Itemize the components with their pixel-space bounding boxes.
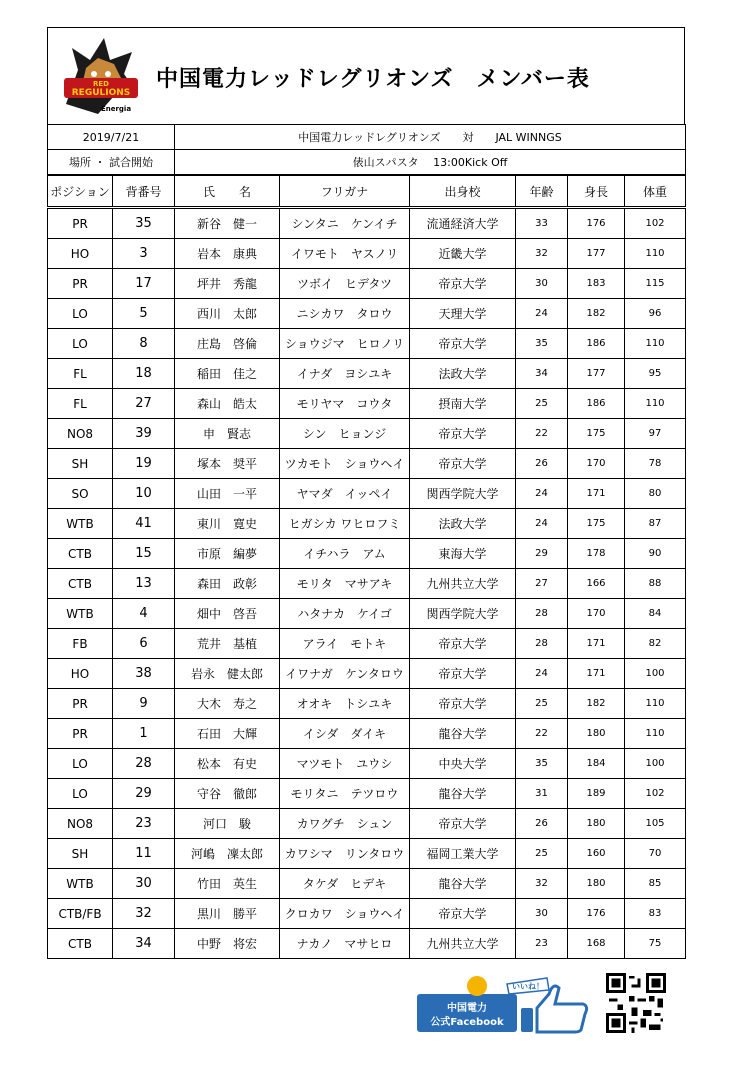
cell-school: 摂南大学 [410,389,516,419]
cell-weight: 110 [625,389,686,419]
cell-name: 河口 駿 [175,809,280,839]
cell-age: 34 [516,359,568,389]
table-row [48,269,686,299]
cell-number: 9 [113,689,175,719]
cell-furigana: イワナガ ケンタロウ [280,659,410,689]
table-row [48,809,686,839]
cell-name: 守谷 徹郎 [175,779,280,809]
cell-number: 30 [113,869,175,899]
table-row [48,449,686,479]
table-row [48,329,686,359]
match-date: 2019/7/21 [48,125,175,150]
title-area [47,27,685,124]
cell-age: 24 [516,509,568,539]
cell-height: 175 [568,419,625,449]
cell-height: 171 [568,479,625,509]
cell-weight: 105 [625,809,686,839]
cell-school: 法政大学 [410,509,516,539]
table-row [48,539,686,569]
cell-weight: 110 [625,239,686,269]
cell-age: 25 [516,839,568,869]
cell-furigana: アライ モトキ [280,629,410,659]
cell-age: 31 [516,779,568,809]
cell-age: 35 [516,329,568,359]
cell-name: 東川 寛史 [175,509,280,539]
table-row [48,839,686,869]
cell-position: PR [48,208,113,239]
col-furigana: フリガナ [280,176,410,208]
cell-number: 8 [113,329,175,359]
cell-age: 25 [516,689,568,719]
cell-furigana: イワモト ヤスノリ [280,239,410,269]
cell-furigana: シン ヒョンジ [280,419,410,449]
cell-weight: 85 [625,869,686,899]
cell-name: 河嶋 凜太郎 [175,839,280,869]
table-row [48,299,686,329]
cell-name: 森山 皓太 [175,389,280,419]
cell-weight: 78 [625,449,686,479]
col-position: ポジション [48,176,113,208]
cell-number: 3 [113,239,175,269]
cell-furigana: オオキ トシユキ [280,689,410,719]
table-row [48,359,686,389]
cell-name: 山田 一平 [175,479,280,509]
cell-height: 186 [568,389,625,419]
cell-furigana: ショウジマ ヒロノリ [280,329,410,359]
table-row [48,599,686,629]
cell-weight: 110 [625,689,686,719]
cell-height: 183 [568,269,625,299]
cell-position: PR [48,719,113,749]
cell-weight: 82 [625,629,686,659]
cell-name: 松本 有史 [175,749,280,779]
cell-name: 黒川 勝平 [175,899,280,929]
cell-name: 大木 寿之 [175,689,280,719]
cell-furigana: イチハラ アム [280,539,410,569]
cell-name: 西川 太郎 [175,299,280,329]
cell-height: 182 [568,299,625,329]
cell-age: 26 [516,449,568,479]
cell-school: 法政大学 [410,359,516,389]
cell-school: 東海大学 [410,539,516,569]
cell-age: 29 [516,539,568,569]
cell-name: 荒井 基植 [175,629,280,659]
cell-name: 申 賢志 [175,419,280,449]
cell-weight: 95 [625,359,686,389]
cell-furigana: ツボイ ヒデタツ [280,269,410,299]
cell-weight: 88 [625,569,686,599]
cell-name: 坪井 秀龍 [175,269,280,299]
cell-position: SH [48,449,113,479]
cell-height: 184 [568,749,625,779]
cell-age: 32 [516,869,568,899]
cell-age: 32 [516,239,568,269]
table-row [48,509,686,539]
cell-school: 龍谷大学 [410,779,516,809]
table-row [48,869,686,899]
thumbs-up-icon [537,986,587,1032]
cell-school: 帝京大学 [410,629,516,659]
cell-furigana: ツカモト ショウヘイ [280,449,410,479]
cell-furigana: モリヤマ コウタ [280,389,410,419]
cell-weight: 70 [625,839,686,869]
cell-school: 帝京大学 [410,269,516,299]
cell-age: 27 [516,569,568,599]
cell-age: 26 [516,809,568,839]
cell-height: 170 [568,449,625,479]
cell-height: 171 [568,629,625,659]
col-number: 背番号 [113,176,175,208]
cell-furigana: イナダ ヨシユキ [280,359,410,389]
cell-school: 流通経済大学 [410,208,516,239]
cell-position: WTB [48,509,113,539]
member-sheet [47,27,685,959]
cell-position: HO [48,659,113,689]
matchup: 中国電力レッドレグリオンズ 対 JAL WINNGS [175,125,686,150]
cell-number: 1 [113,719,175,749]
cell-age: 22 [516,419,568,449]
cell-height: 177 [568,239,625,269]
table-row [48,749,686,779]
cell-height: 189 [568,779,625,809]
cell-position: PR [48,269,113,299]
cell-school: 帝京大学 [410,899,516,929]
cell-school: 帝京大学 [410,419,516,449]
cell-position: CTB [48,569,113,599]
cell-name: 石田 大輝 [175,719,280,749]
cell-position: FL [48,389,113,419]
cell-age: 28 [516,629,568,659]
cell-age: 28 [516,599,568,629]
cell-weight: 100 [625,749,686,779]
cell-height: 178 [568,539,625,569]
cell-position: CTB [48,539,113,569]
player-rows [48,208,686,959]
cell-school: 関西学院大学 [410,479,516,509]
col-weight: 体重 [625,176,686,208]
cell-furigana: クロカワ ショウヘイ [280,899,410,929]
cell-height: 176 [568,208,625,239]
cell-position: LO [48,329,113,359]
cell-position: NO8 [48,809,113,839]
cell-number: 41 [113,509,175,539]
table-row [48,239,686,269]
cell-name: 中野 将宏 [175,929,280,959]
cell-age: 24 [516,659,568,689]
table-row [48,659,686,689]
cell-age: 35 [516,749,568,779]
cell-number: 27 [113,389,175,419]
venue-label: 場所 ・ 試合開始 [48,150,175,175]
cell-number: 28 [113,749,175,779]
cell-furigana: モリタ マサアキ [280,569,410,599]
table-row [48,689,686,719]
svg-text:Energia: Energia [100,105,132,113]
cell-number: 23 [113,809,175,839]
table-row [48,779,686,809]
member-table [47,175,686,959]
cell-weight: 102 [625,779,686,809]
cell-number: 19 [113,449,175,479]
info-table [47,124,686,175]
cell-weight: 75 [625,929,686,959]
cell-name: 岩永 健太郎 [175,659,280,689]
cell-position: LO [48,779,113,809]
cell-name: 庄島 啓倫 [175,329,280,359]
svg-text:RED: RED [93,80,109,88]
mascot-icon [467,976,487,996]
cell-school: 龍谷大学 [410,869,516,899]
cell-weight: 97 [625,419,686,449]
cell-position: WTB [48,599,113,629]
cell-furigana: カワシマ リンタロウ [280,839,410,869]
cell-furigana: ニシカワ タロウ [280,299,410,329]
cell-height: 170 [568,599,625,629]
svg-text:いいね！: いいね！ [512,982,544,991]
cell-school: 帝京大学 [410,659,516,689]
cell-height: 177 [568,359,625,389]
cell-number: 15 [113,539,175,569]
cell-school: 九州共立大学 [410,569,516,599]
qr-code-icon[interactable] [606,973,666,1033]
table-row [48,929,686,959]
cell-age: 30 [516,269,568,299]
cell-weight: 100 [625,659,686,689]
cell-position: FL [48,359,113,389]
cell-age: 22 [516,719,568,749]
table-row [48,479,686,509]
cell-position: NO8 [48,419,113,449]
cell-weight: 83 [625,899,686,929]
cell-number: 38 [113,659,175,689]
cell-school: 近畿大学 [410,239,516,269]
col-school: 出身校 [410,176,516,208]
cell-furigana: イシダ ダイキ [280,719,410,749]
cell-school: 龍谷大学 [410,719,516,749]
table-row [48,629,686,659]
cell-height: 168 [568,929,625,959]
cell-furigana: マツモト ユウシ [280,749,410,779]
cell-furigana: ヒガシカ ワヒロフミ [280,509,410,539]
cell-number: 4 [113,599,175,629]
page-title: 中国電力レッドレグリオンズ メンバー表 [156,67,590,92]
cell-height: 180 [568,869,625,899]
table-row [48,719,686,749]
cell-school: 帝京大学 [410,689,516,719]
table-row [48,208,686,239]
cell-weight: 80 [625,479,686,509]
cell-age: 33 [516,208,568,239]
cell-school: 帝京大学 [410,449,516,479]
cell-position: WTB [48,869,113,899]
col-height: 身長 [568,176,625,208]
cell-weight: 110 [625,329,686,359]
cell-school: 福岡工業大学 [410,839,516,869]
cell-name: 稲田 佳之 [175,359,280,389]
cell-furigana: カワグチ シュン [280,809,410,839]
cell-height: 175 [568,509,625,539]
cell-name: 森田 政彰 [175,569,280,599]
cell-name: 畑中 啓吾 [175,599,280,629]
cell-name: 市原 編夢 [175,539,280,569]
cell-height: 160 [568,839,625,869]
cell-school: 帝京大学 [410,809,516,839]
cell-weight: 84 [625,599,686,629]
cell-height: 176 [568,899,625,929]
cell-position: PR [48,689,113,719]
col-name: 氏 名 [175,176,280,208]
cell-age: 23 [516,929,568,959]
cell-age: 24 [516,479,568,509]
cell-name: 新谷 健一 [175,208,280,239]
cell-age: 25 [516,389,568,419]
cell-weight: 115 [625,269,686,299]
cell-number: 13 [113,569,175,599]
cell-height: 180 [568,719,625,749]
cell-school: 帝京大学 [410,329,516,359]
team-logo [58,34,144,120]
cell-furigana: ナカノ マサヒロ [280,929,410,959]
cell-position: CTB/FB [48,899,113,929]
cell-number: 32 [113,899,175,929]
cell-number: 39 [113,419,175,449]
cell-position: HO [48,239,113,269]
cell-name: 塚本 奨平 [175,449,280,479]
cell-school: 九州共立大学 [410,929,516,959]
cell-number: 5 [113,299,175,329]
table-row [48,419,686,449]
svg-text:中国電力: 中国電力 [447,1003,487,1014]
table-row [48,389,686,419]
cell-furigana: ヤマダ イッペイ [280,479,410,509]
cell-school: 天理大学 [410,299,516,329]
cell-position: SO [48,479,113,509]
cell-name: 岩本 康典 [175,239,280,269]
facebook-banner [417,972,592,1034]
cell-number: 35 [113,208,175,239]
cell-position: FB [48,629,113,659]
cell-furigana: ハタナカ ケイゴ [280,599,410,629]
svg-text:REGULIONS: REGULIONS [71,88,131,98]
col-age: 年齢 [516,176,568,208]
cell-furigana: シンタニ ケンイチ [280,208,410,239]
cell-position: LO [48,749,113,779]
cell-number: 29 [113,779,175,809]
cell-age: 24 [516,299,568,329]
table-row [48,569,686,599]
cell-age: 30 [516,899,568,929]
cell-weight: 96 [625,299,686,329]
table-header [48,176,686,208]
cell-height: 166 [568,569,625,599]
cell-weight: 90 [625,539,686,569]
cell-position: CTB [48,929,113,959]
cell-name: 竹田 英生 [175,869,280,899]
cell-number: 6 [113,629,175,659]
cell-furigana: タケダ ヒデキ [280,869,410,899]
cell-number: 17 [113,269,175,299]
cell-school: 中央大学 [410,749,516,779]
cell-height: 180 [568,809,625,839]
cell-school: 関西学院大学 [410,599,516,629]
svg-text:公式Facebook: 公式Facebook [430,1017,504,1028]
cell-height: 171 [568,659,625,689]
cell-weight: 110 [625,719,686,749]
table-row [48,899,686,929]
cell-number: 18 [113,359,175,389]
cell-position: SH [48,839,113,869]
cell-height: 186 [568,329,625,359]
cell-position: LO [48,299,113,329]
cell-number: 11 [113,839,175,869]
cell-height: 182 [568,689,625,719]
cell-weight: 87 [625,509,686,539]
cell-number: 34 [113,929,175,959]
venue: 俵山スパスタ 13:00Kick Off [175,150,686,175]
cell-furigana: モリタニ テツロウ [280,779,410,809]
cell-weight: 102 [625,208,686,239]
cell-number: 10 [113,479,175,509]
